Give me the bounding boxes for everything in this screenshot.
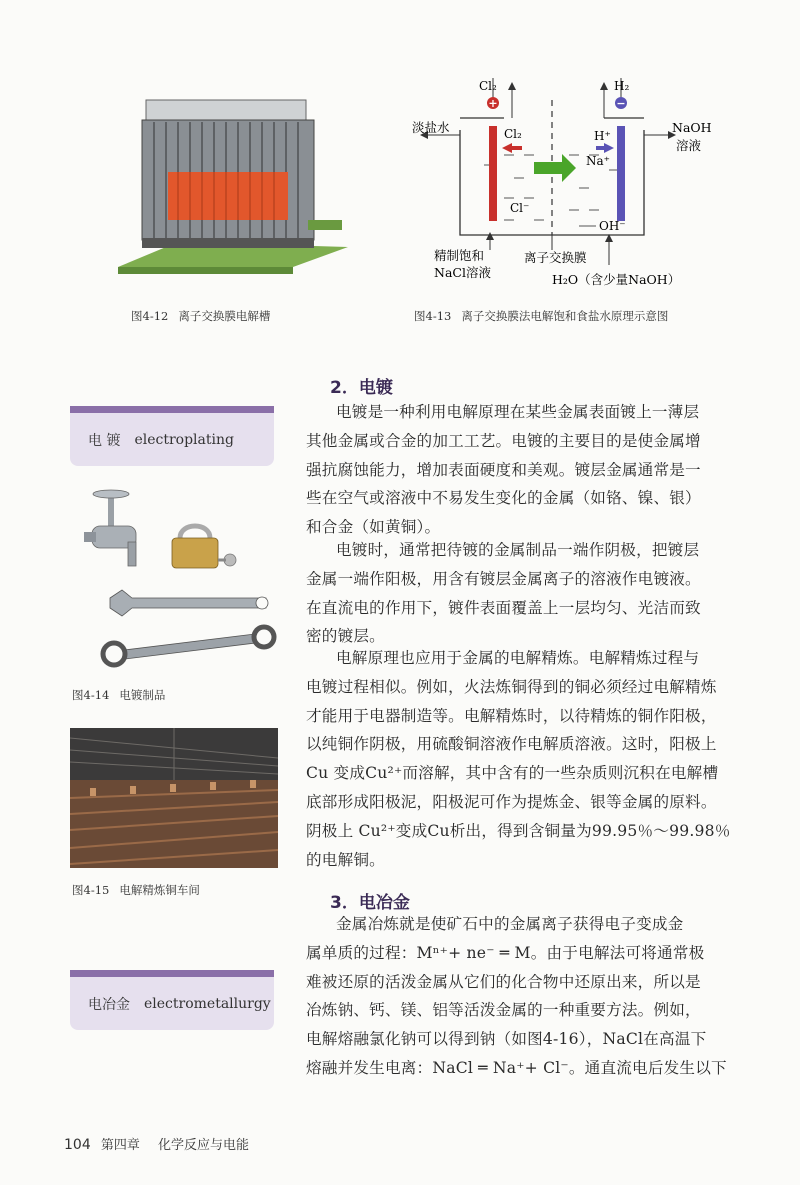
chapter-label: 第四章 xyxy=(100,1138,140,1153)
text-line: 金属一端作阳极，用含有镀层金属离子的溶液作电镀液。 xyxy=(306,569,701,588)
text-line: 难被还原的活泼金属从它们的化合物中还原出来，所以是 xyxy=(306,972,701,991)
text-line: 熔融并发生电离：NaCl ═ Na⁺+ Cl⁻。通直流电后发生以下 xyxy=(306,1058,727,1077)
text-line: 电镀过程相似。例如，火法炼铜得到的铜必须经过电解精炼 xyxy=(306,677,717,696)
figure-number: 图4-12 xyxy=(131,309,169,323)
text-line: 电镀是一种利用电解原理在某些金属表面镀上一薄层 xyxy=(336,403,700,421)
text-line: 密的镀层。 xyxy=(306,627,385,646)
figure-caption-text: 电镀制品 xyxy=(119,688,166,702)
anode-electrode xyxy=(489,126,497,221)
text-line: 强抗腐蚀能力，增加表面硬度和美观。镀层金属通常是一 xyxy=(306,460,701,479)
cathode-electrode xyxy=(617,126,625,221)
keyword-en: electrometallurgy xyxy=(144,995,271,1012)
section-title-electrometallurgy: 3．电冶金 xyxy=(330,893,410,913)
text-line: 阴极上 Cu²⁺变成Cu析出，得到含铜量为99.95％～99.98％ xyxy=(306,821,731,840)
keyword-bar xyxy=(70,970,274,977)
text-line: 冶炼钠、钙、镁、铝等活泼金属的一种重要方法。例如， xyxy=(306,1001,701,1020)
text-line: 电镀时，通常把待镀的金属制品一端作阴极，把镀层 xyxy=(336,541,700,559)
paragraph-electrometallurgy xyxy=(306,910,742,1083)
label-water-input: H₂O（含少量NaOH） xyxy=(552,272,681,287)
text-line: 和合金（如黄铜）。 xyxy=(306,518,441,537)
text-line: Cu 变成Cu²⁺而溶解，其中含有的一些杂质则沉积在电解槽 xyxy=(306,764,719,783)
label-na-plus: Na⁺ xyxy=(586,154,610,168)
paragraph-electrorefining xyxy=(306,644,742,874)
paragraph-electroplating-intro xyxy=(306,398,742,542)
text-line: 电解熔融氯化钠可以得到钠（如图4-16），NaCl在高温下 xyxy=(306,1030,707,1049)
text-line: 的电解铜。 xyxy=(306,850,385,869)
label-refined-brine: 精制饱和 xyxy=(434,248,485,263)
text-line: 电解原理也应用于金属的电解精炼。电解精炼过程与 xyxy=(336,649,700,667)
figure-4-15-photo xyxy=(70,728,278,868)
chapter-title: 化学反应与电能 xyxy=(158,1138,250,1153)
text-line: 以纯铜作阴极，用硫酸铜溶液作电解质溶液。这时，阳极上 xyxy=(306,735,717,754)
text-line: 在直流电的作用下，镀件表面覆盖上一层均匀、光洁而致 xyxy=(306,598,701,617)
text-line: 属单质的过程：Mⁿ⁺+ ne⁻ ═ M。由于电解法可将通常极 xyxy=(306,943,705,962)
keyword-en: electroplating xyxy=(134,431,234,448)
text-line: 金属冶炼就是使矿石中的金属离子获得电子变成金 xyxy=(336,915,684,933)
keyword-box-electroplating xyxy=(70,406,274,466)
figure-4-14-photo xyxy=(70,482,280,672)
keyword-cn: 电冶金 xyxy=(88,996,130,1013)
label-cl2-inner: Cl₂ xyxy=(504,127,522,141)
electrolyzer-illustration xyxy=(118,92,348,282)
keyword-cn: 电 镀 xyxy=(88,432,121,449)
wrench-icon xyxy=(110,590,268,616)
label-membrane: 离子交换膜 xyxy=(524,250,587,265)
plated-items-illustration xyxy=(70,482,280,672)
page-footer xyxy=(64,1134,249,1153)
label-naoh: NaOH xyxy=(672,120,712,135)
page-number: 104 xyxy=(64,1137,91,1153)
figure-4-12-photo xyxy=(118,92,348,282)
padlock-icon xyxy=(172,526,236,568)
box-wrench-icon xyxy=(103,627,274,665)
label-cl2-top: Cl₂ xyxy=(479,79,497,93)
paragraph-electroplating-process xyxy=(306,536,742,651)
figure-4-13-caption xyxy=(414,308,668,324)
figure-4-12-caption xyxy=(131,308,270,324)
text-line: 其他金属或合金的加工工艺。电镀的主要目的是使金属增 xyxy=(306,431,701,450)
figure-4-14-caption xyxy=(72,687,165,703)
section-title-electroplating: 2．电镀 xyxy=(330,378,393,398)
text-line: 底部形成阳极泥，阳极泥可作为提炼金、银等金属的原料。 xyxy=(306,792,717,811)
label-naoh-solution: 溶液 xyxy=(676,138,702,153)
faucet-icon xyxy=(84,490,136,566)
label-h-plus: H⁺ xyxy=(594,129,611,143)
figure-number: 图4-13 xyxy=(414,309,452,323)
cathode-minus-sign: − xyxy=(616,97,626,110)
keyword-bar xyxy=(70,406,274,413)
figure-number: 图4-15 xyxy=(72,883,110,897)
label-nacl-solution: NaCl溶液 xyxy=(434,265,491,280)
membrane-cell-svg xyxy=(404,70,734,295)
refining-workshop-illustration xyxy=(70,728,278,868)
figure-number: 图4-14 xyxy=(72,688,110,702)
label-oh-minus: OH⁻ xyxy=(599,219,626,233)
cl-arrow-icon xyxy=(502,143,522,153)
text-line: 些在空气或溶液中不易发生变化的金属（如铬、镍、银） xyxy=(306,489,701,508)
figure-caption-text: 电解精炼铜车间 xyxy=(119,883,200,897)
figure-caption-text: 离子交换膜法电解饱和食盐水原理示意图 xyxy=(461,309,669,323)
figure-caption-text: 离子交换膜电解槽 xyxy=(178,309,271,323)
label-dilute-brine: 淡盐水 xyxy=(412,120,450,135)
figure-4-13-diagram xyxy=(404,70,734,295)
na-migration-arrow-icon xyxy=(534,154,576,182)
h-arrow-icon xyxy=(596,143,614,153)
keyword-box-electrometallurgy xyxy=(70,970,274,1030)
text-line: 才能用于电器制造等。电解精炼时，以待精炼的铜作阳极， xyxy=(306,706,717,725)
label-cl-minus: Cl⁻ xyxy=(510,201,530,215)
figure-4-15-caption xyxy=(72,882,200,898)
label-h2-top: H₂ xyxy=(614,79,630,93)
anode-plus-sign: + xyxy=(488,97,498,110)
